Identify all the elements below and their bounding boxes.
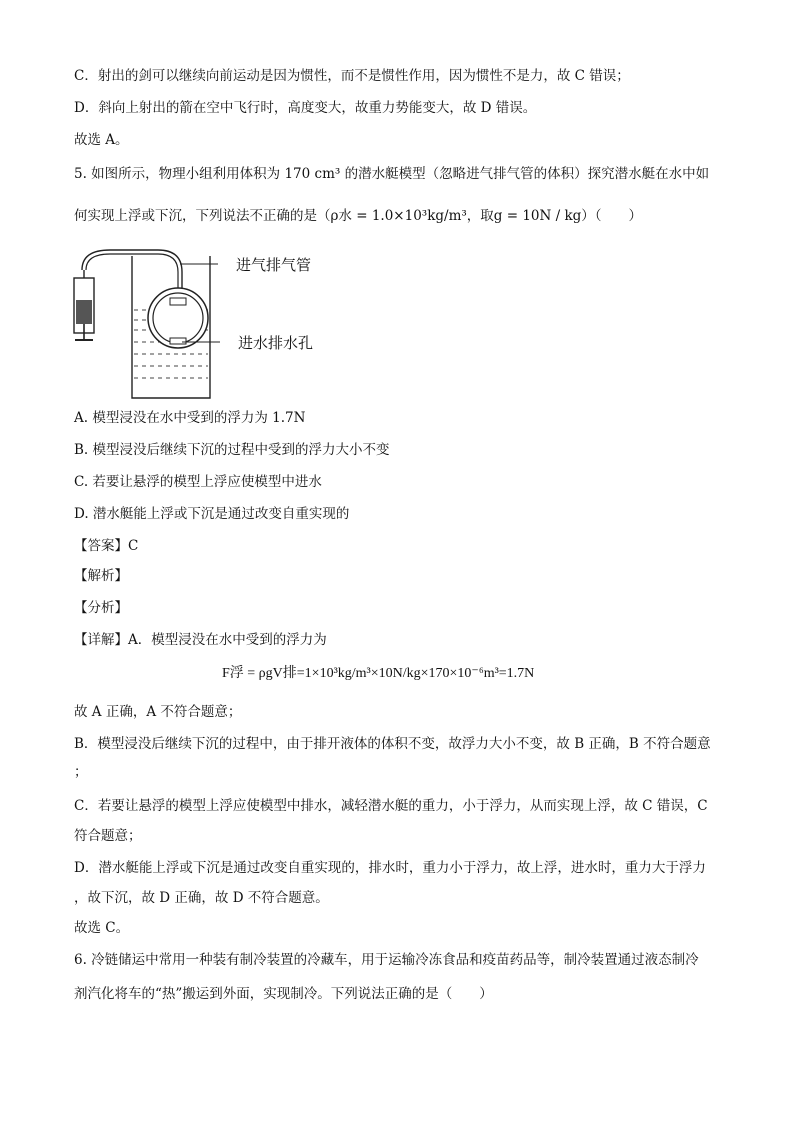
q6-line2: 剂汽化将车的“热”搬运到外面，实现制冷。下列说法正确的是（ ）: [74, 986, 493, 1002]
choose-a-text: 故选 A。: [74, 132, 129, 148]
hole-label: 进水排水孔: [238, 334, 314, 352]
explain-line-5: 符合题意；: [74, 828, 142, 844]
submarine-diagram: [70, 242, 370, 404]
detail-intro: 【详解】A．模型浸没在水中受到的浮力为: [74, 632, 327, 648]
q5-option-d: D. 潜水艇能上浮或下沉是通过改变自重实现的: [74, 506, 350, 522]
explain-line-2: B．模型浸没后继续下沉的过程中，由于排开液体的体积不变，故浮力大小不变，故 B 正确，B 不符合题意: [74, 736, 711, 752]
fenxi-label: 【分析】: [74, 600, 128, 616]
explain-line-3: ；: [74, 764, 88, 780]
q5-option-c: C. 若要让悬浮的模型上浮应使模型中进水: [74, 474, 322, 490]
explain-line-7: ，故下沉，故 D 正确，故 D 不符合题意。: [74, 890, 329, 906]
q5-stem-line1: 5. 如图所示，物理小组利用体积为 170 cm³ 的潜水艇模型（忽略进气排气管的体积）探究潜水艇在水中如: [74, 166, 710, 182]
explain-line-6: D．潜水艇能上浮或下沉是通过改变自重实现的，排水时，重力小于浮力，故上浮，进水时，重力大于浮力: [74, 860, 706, 876]
explain-line-8: 故选 C。: [74, 920, 130, 936]
syringe-plunger: [76, 300, 92, 324]
analysis-label: 【解析】: [74, 568, 128, 584]
answer-label: 【答案】C: [74, 538, 139, 554]
option-d-wrong-text: D．斜向上射出的箭在空中飞行时，高度变大，故重力势能变大，故 D 错误。: [74, 100, 537, 116]
explain-line-4: C．若要让悬浮的模型上浮应使模型中排水，减轻潜水艇的重力，小于浮力，从而实现上浮，故 C 错误，C: [74, 798, 708, 814]
q6-line1: 6. 冷链储运中常用一种装有制冷装置的冷藏车，用于运输冷冻食品和疫苗药品等，制冷装置通过液态制冷: [74, 952, 699, 968]
submarine-experiment-figure: [70, 242, 370, 408]
pipe-label: 进气排气管: [236, 256, 312, 274]
q5-option-b: B. 模型浸没后继续下沉的过程中受到的浮力大小不变: [74, 442, 390, 458]
option-c-wrong-text: C．射出的剑可以继续向前运动是因为惯性，而不是惯性作用，因为惯性不是力，故 C 错误；: [74, 68, 630, 84]
explain-line-1: 故 A 正确，A 不符合题意；: [74, 704, 242, 720]
buoyancy-formula: F浮 = ρgV排=1×10³kg/m³×10N/kg×170×10⁻⁶m³=1.7N: [222, 666, 535, 681]
q5-option-a: A. 模型浸没在水中受到的浮力为 1.7N: [74, 410, 306, 426]
q5-stem-line2: 何实现上浮或下沉，下列说法不正确的是（ρ水 = 1.0×10³kg/m³，取g = 10N / kg）（ ）: [74, 208, 643, 224]
